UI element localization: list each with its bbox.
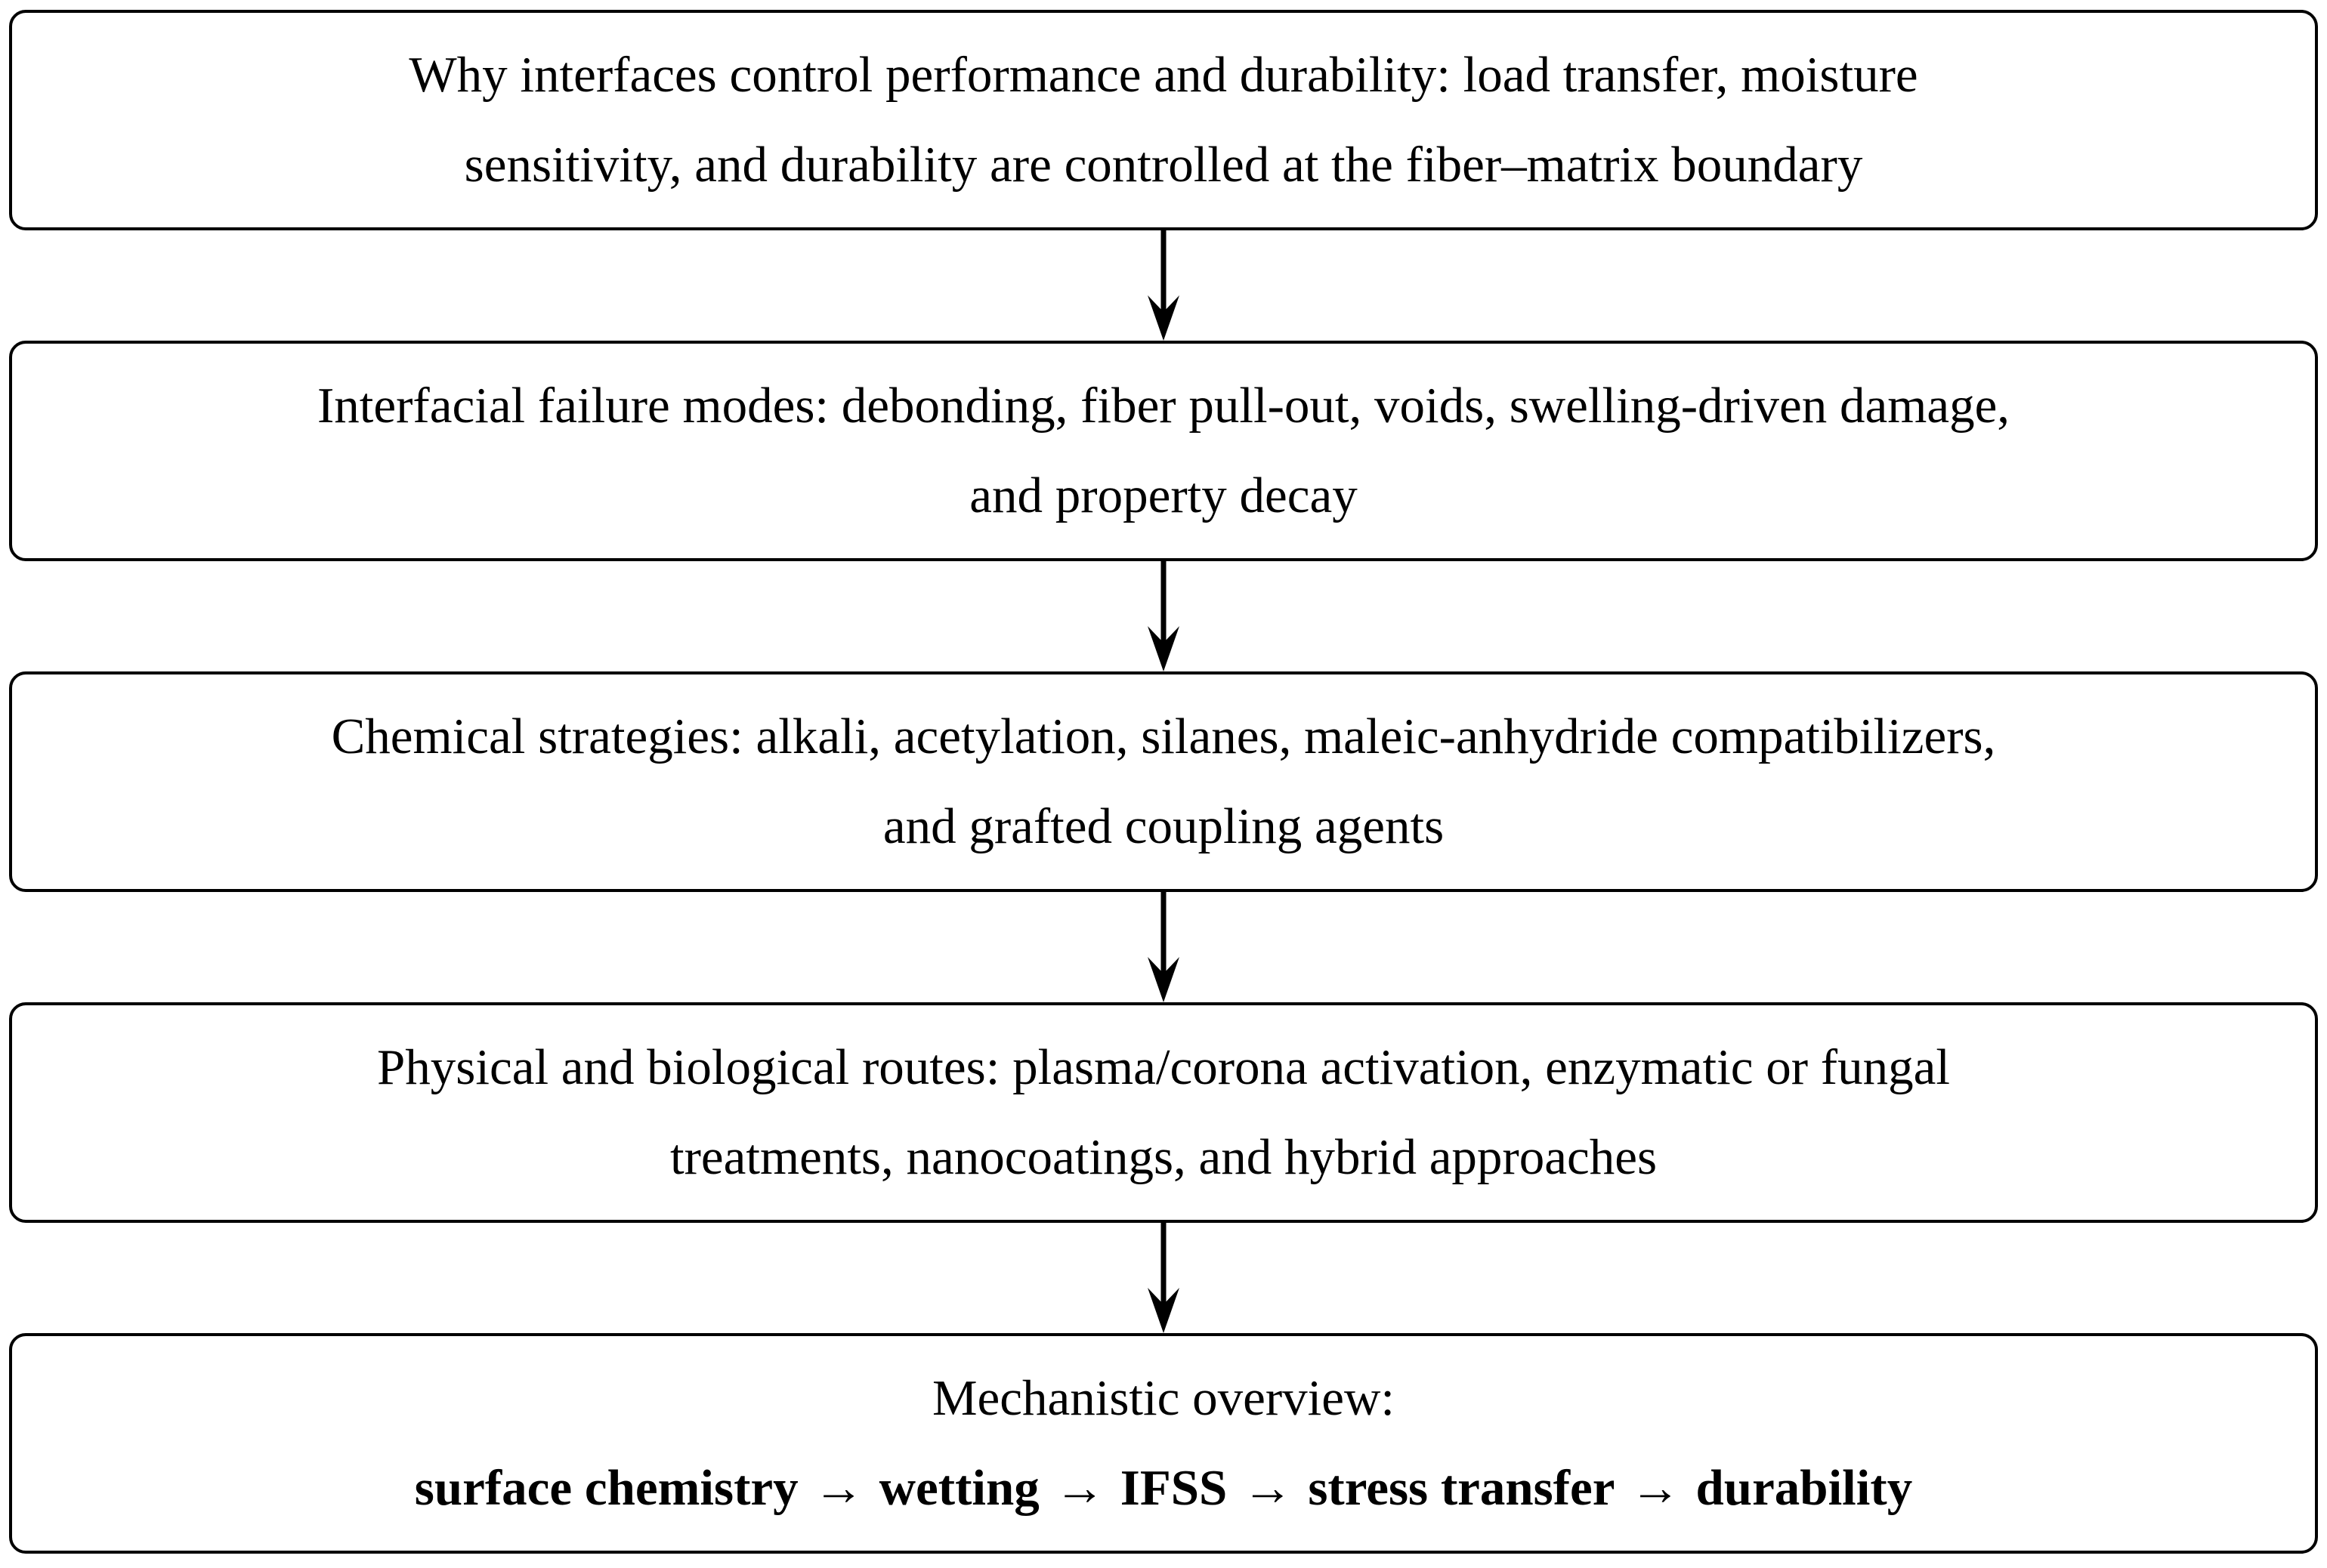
right-arrow-glyph: → [813,1460,864,1516]
mechanistic-chain [415,1443,1912,1533]
right-arrow-glyph: → [1242,1460,1293,1516]
box-text-line: Mechanistic overview: [932,1370,1395,1426]
down-arrow-icon [1141,230,1186,341]
down-arrow-icon [1141,892,1186,1002]
box-text-line: and property decay [969,468,1358,523]
box-text-line: Physical and biological routes: plasma/corona activation, enzymatic or fungal [377,1039,1950,1095]
chain-step-durability: durability [1695,1460,1913,1516]
flow-box-chemical-strategies [9,671,2318,892]
connector-gap [9,561,2318,671]
right-arrow-glyph: → [1054,1460,1105,1516]
flow-box-failure-modes [9,341,2318,561]
flow-box-why-interfaces [9,10,2318,230]
down-arrow-icon [1141,1223,1186,1333]
flow-box-physical-biological-routes [9,1002,2318,1223]
down-arrow-icon [1141,561,1186,671]
box-text-line: sensitivity, and durability are controlled at the fiber–matrix boundary [464,137,1863,193]
chain-step-wetting: wetting [879,1460,1040,1516]
connector-gap [9,230,2318,341]
right-arrow-glyph: → [1630,1460,1681,1516]
connector-gap [9,892,2318,1002]
box-text-line: Chemical strategies: alkali, acetylation, silanes, maleic-anhydride compatibilizers, [331,708,1996,764]
box-text-line: treatments, nanocoatings, and hybrid approaches [669,1129,1658,1185]
chain-step-stress-transfer: stress transfer [1308,1460,1615,1516]
box-text-line: and grafted coupling agents [882,798,1445,854]
flow-box-mechanistic-overview [9,1333,2318,1554]
box-text-line: Why interfaces control performance and durability: load transfer, moisture [409,47,1918,103]
chain-step-ifss: IFSS [1120,1460,1228,1516]
box-text-line: Interfacial failure modes: debonding, fiber pull-out, voids, swelling-driven damage, [317,378,2010,434]
connector-gap [9,1223,2318,1333]
chain-step-surface-chemistry: surface chemistry [414,1460,799,1516]
